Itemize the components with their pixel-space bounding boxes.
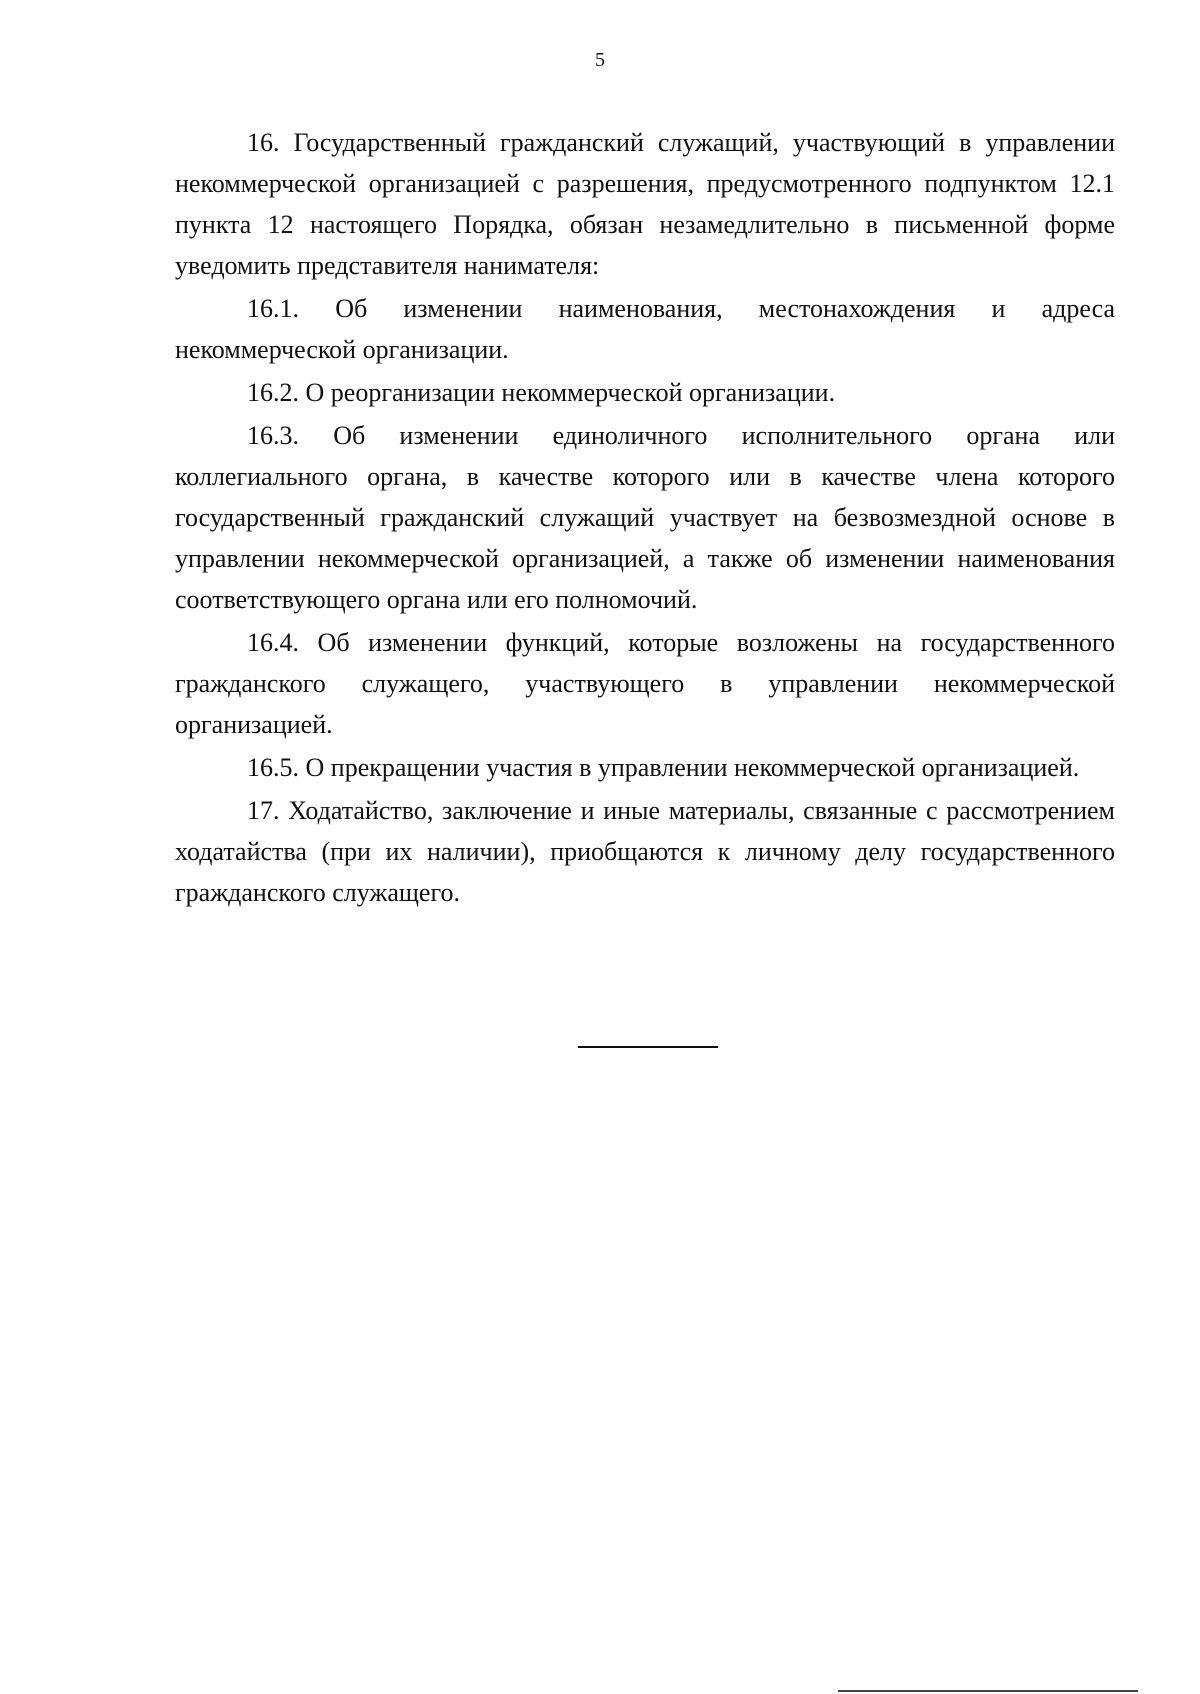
paragraph-16-2: 16.2. О реорганизации некоммерческой организации. [247,378,836,407]
paragraph-16-1: 16.1. Об изменении наименования, местонахождения и адреса некоммерческой организации. [175,294,1115,364]
document-body [175,122,1115,915]
closing-divider [578,1046,718,1048]
page-number: 5 [595,49,605,71]
paragraph-16: 16. Государственный гражданский служащий, участвующий в управлении некоммерческой организацией с разрешения, предусмотренного подпунктом 12.1 пункта 12 настоящего Порядка, обязан незамедлительно в письменной форме уведомить представителя нанимателя: [175,128,1115,280]
paragraph-16-5: 16.5. О прекращении участия в управлении некоммерческой организацией. [247,753,1080,782]
scan-edge-line [838,1690,1138,1692]
paragraph-16-3: 16.3. Об изменении единоличного исполнительного органа или коллегиального органа, в качестве которого или в качестве члена которого государственный гражданский служащий участвует на безвозмездной основе в управлении некоммерческой организацией, а также об изменении наименования соответствующего органа или его полномочий. [175,421,1115,614]
paragraph-17: 17. Ходатайство, заключение и иные материалы, связанные с рассмотрением ходатайства (при их наличии), приобщаются к личному делу государственного гражданского служащего. [175,796,1115,907]
paragraph-16-4: 16.4. Об изменении функций, которые возложены на государственного гражданского служащего, участвующего в управлении некоммерческой организацией. [175,628,1115,739]
